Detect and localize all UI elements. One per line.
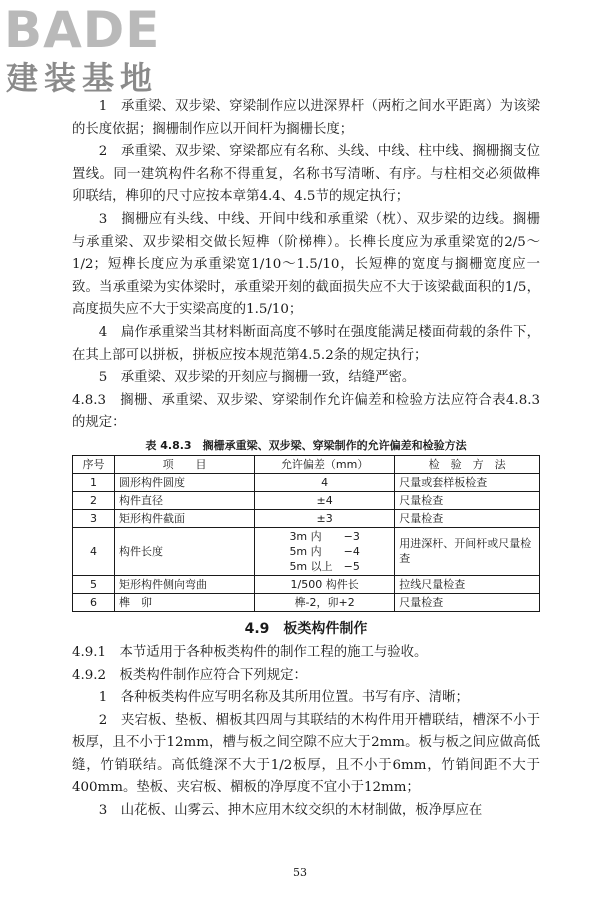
header-item: 项 目: [115, 455, 255, 473]
header-tolerance: 允许偏差（mm）: [255, 455, 395, 473]
cell-tolerance: ±3: [255, 509, 395, 527]
cell-tolerance: ±4: [255, 491, 395, 509]
cell-method: 尺量检查: [395, 509, 540, 527]
table-row: [73, 527, 540, 575]
header-no: 序号: [73, 455, 115, 473]
cell-tolerance: 榫-2，卯+2: [255, 593, 395, 611]
cell-method: 拉线尺量检查: [395, 575, 540, 593]
section-4-8-3: 4.8.3 搁栅、承重梁、双步梁、穿梁制作允许偏差和检验方法应符合表4.8.3的规定：: [72, 392, 540, 431]
tolerance-line: 5m 以上 −5: [289, 559, 360, 573]
tolerance-table: [72, 455, 540, 612]
table-row: [73, 593, 540, 611]
section-4-9-2: 4.9.2 板类构件制作应符合下列规定：: [72, 667, 307, 683]
section-heading-4-9: 4.9 板类构件制作: [244, 620, 368, 637]
cell-method: 尺量或套样板检查: [395, 473, 540, 491]
table-row: [73, 473, 540, 491]
cell-no: 5: [73, 575, 115, 593]
paragraph-b1: 1 各种板类构件应写明名称及其所用位置。书写有序、清晰；: [98, 690, 469, 706]
cell-method: 尺量检查: [395, 593, 540, 611]
paragraph-2: 2 承重梁、双步梁、穿梁都应有名称、头线、中线、柱中线、搁栅搁支位置线。同一建筑构件名称不得重复，名称书写清晰、有序。与柱相交必须做榫卯联结，榫卯的尺寸应按本章第4.4、4.5节的规定执行；: [72, 144, 540, 205]
cell-tolerance: 1/500 构件长: [255, 575, 395, 593]
paragraph-5: 5 承重梁、双步梁的开刻应与搁栅一致，结缝严密。: [98, 370, 416, 386]
cell-item: 构件长度: [115, 527, 255, 575]
table-header-row: [73, 455, 540, 473]
table-row: [73, 575, 540, 593]
cell-method: 尺量检查: [395, 491, 540, 509]
cell-no: 4: [73, 527, 115, 575]
paragraph-b2: 2 夹宕板、垫板、楣板其四周与其联结的木构件用开槽联结，槽深不小于板厚，且不小于12mm，槽与板之间空隙不应大于2mm。板与板之间应做高低缝，竹销联结。高低缝深不大于1/2板厚，且不小于6mm，竹销间距不大于400mm。垫板、夹宕板、楣板的净厚度不宜小于12mm；: [72, 712, 540, 796]
tolerance-line: 5m 内 −4: [289, 544, 360, 558]
paragraph-b3: 3 山花板、山雾云、抻木应用木纹交织的木材制做，板净厚应在: [98, 803, 483, 819]
cell-method: 用进深杆、开间杆或尺量检查: [395, 527, 540, 575]
table-row: [73, 509, 540, 527]
cell-item: 圆形构件圆度: [115, 473, 255, 491]
cell-item: 榫 卯: [115, 593, 255, 611]
section-4-9-1: 4.9.1 本节适用于各种板类构件的制作工程的施工与验收。: [72, 644, 428, 660]
paragraph-4: 4 扁作承重梁当其材料断面高度不够时在强度能满足楼面荷载的条件下，在其上部可以拼板，拼板应按本规范第4.5.2条的规定执行；: [72, 324, 540, 363]
cell-no: 6: [73, 593, 115, 611]
paragraph-1: 1 承重梁、双步梁、穿梁制作应以进深界杆（两桁之间水平距离）为该梁的长度依据；搁栅制作应以开间杆为搁栅长度；: [72, 99, 540, 137]
cell-tolerance: 4: [255, 473, 395, 491]
header-method: 检 验 方 法: [395, 455, 540, 473]
tolerance-line: 3m 内 −3: [289, 529, 360, 543]
table-row: [73, 491, 540, 509]
cell-no: 1: [73, 473, 115, 491]
cell-item: 矩形构件侧向弯曲: [115, 575, 255, 593]
page-content: [72, 96, 540, 823]
logo-subtitle: 建装基地: [6, 59, 159, 97]
cell-item: 矩形构件截面: [115, 509, 255, 527]
logo-wordmark: BADE: [4, 1, 161, 59]
paragraph-3: 3 搁栅应有头线、中线、开间中线和承重梁（枕）、双步梁的边线。搁栅与承重梁、双步梁相交做长短榫（阶梯榫）。长榫长度应为承重梁宽的2/5～1/2；短榫长度应为承重梁宽1/10～1.5/10，长短榫的宽度与搁栅宽度应一致。当承重梁为实体梁时，承重梁开刻的截面损失应不大于该梁截面积的1/5，高度损失应不大于实梁高度的1.5/10；: [72, 211, 540, 318]
cell-no: 2: [73, 491, 115, 509]
cell-no: 3: [73, 509, 115, 527]
page-number: 53: [293, 866, 307, 879]
cell-tolerance-multi: [255, 527, 395, 575]
table-caption: 表 4.8.3 搁栅承重梁、双步梁、穿梁制作的允许偏差和检验方法: [145, 438, 467, 452]
cell-item: 构件直径: [115, 491, 255, 509]
logo: [4, 2, 179, 102]
